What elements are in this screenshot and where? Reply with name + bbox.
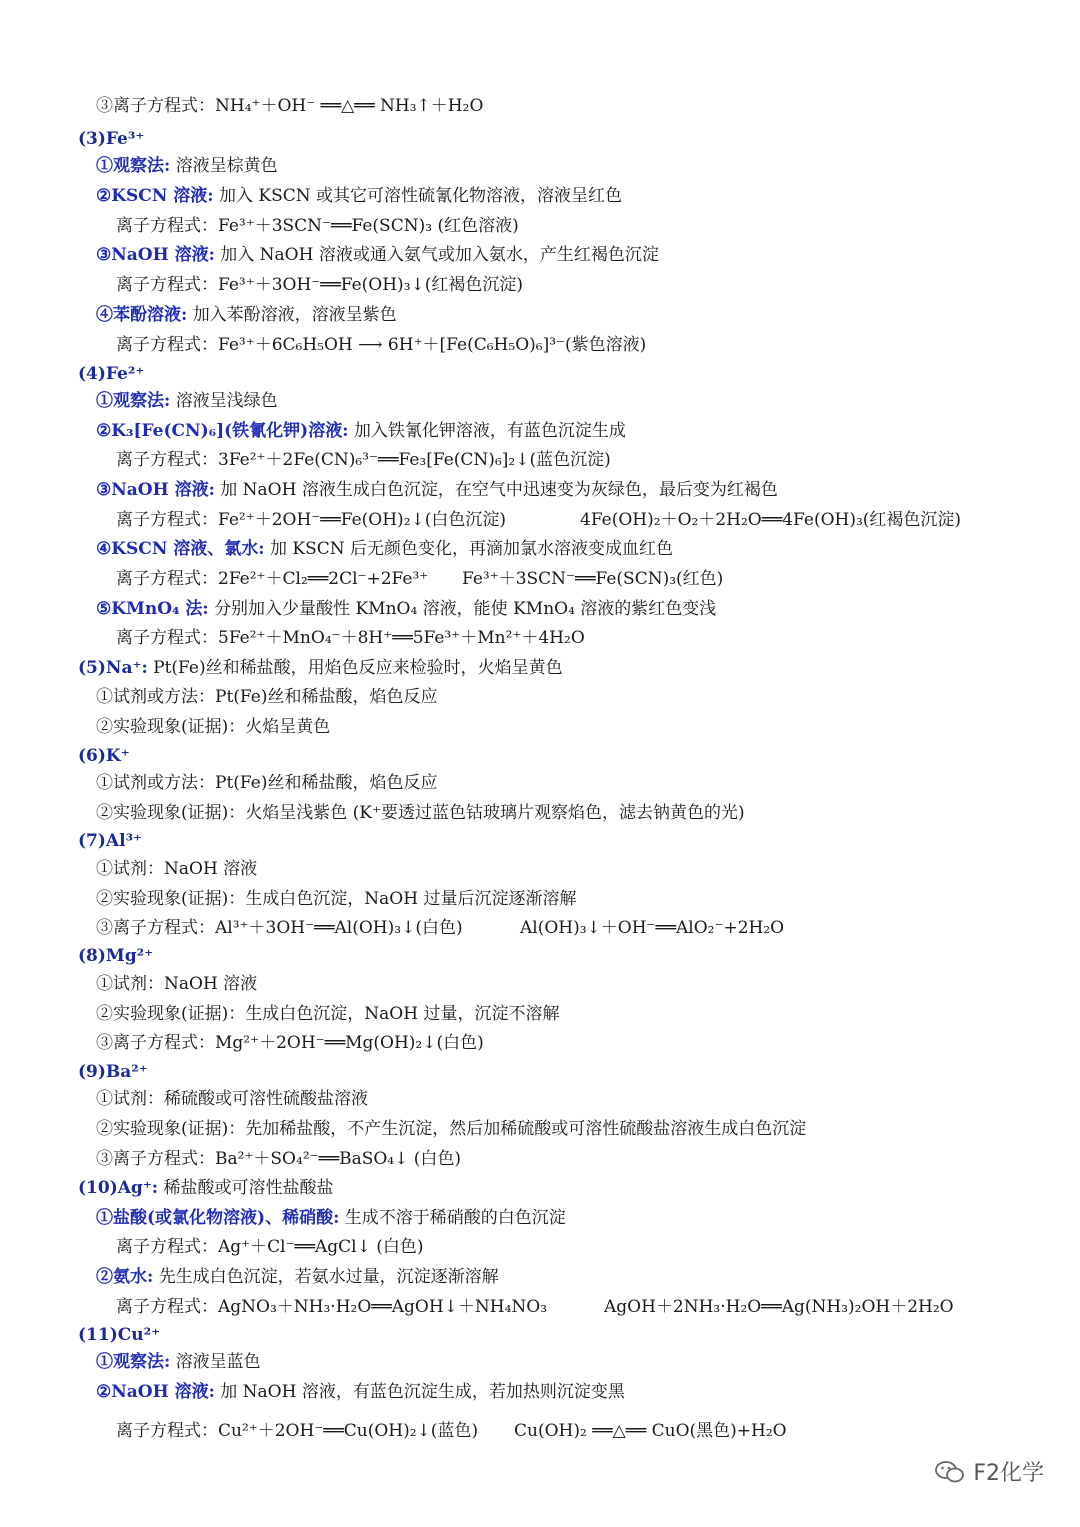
- line-23: ①试剂或方法：Pt(Fe)丝和稀盐酸，焰色反应: [96, 773, 438, 793]
- line-7: ④苯酚溶液: 加入苯酚溶液，溶液呈紫色: [96, 305, 397, 325]
- line-45: 离子方程式：Cu²⁺＋2OH⁻══Cu(OH)₂↓(蓝色): [116, 1421, 479, 1441]
- line-14b: 4Fe(OH)₂＋O₂＋2H₂O══4Fe(OH)₃(红褐色沉淀): [580, 510, 962, 530]
- line-11: ②K₃[Fe(CN)₆](铁氰化钾)溶液: 加入铁氰化钾溶液，有蓝色沉淀生成: [96, 421, 626, 441]
- line-21: ②实验现象(证据)：火焰呈黄色: [96, 717, 331, 737]
- line-2: ①观察法: 溶液呈棕黄色: [96, 156, 278, 176]
- line-4: 离子方程式：Fe³⁺＋3SCN⁻══Fe(SCN)₃ (红色溶液): [116, 216, 519, 236]
- section-heading-fe3: (3)Fe³⁺: [78, 129, 145, 149]
- line-24: ②实验现象(证据)：火焰呈浅紫色 (K⁺要透过蓝色钴玻璃片观察焰色，滤去钠黄色的光): [96, 803, 745, 823]
- line-43: ①观察法: 溶液呈蓝色: [96, 1352, 261, 1372]
- line-3: ②KSCN 溶液: 加入 KSCN 或其它可溶性硫氰化物溶液，溶液呈红色: [96, 186, 623, 206]
- line-8: 离子方程式：Fe³⁺＋6C₆H₅OH ⟶ 6H⁺＋[Fe(C₆H₅O)₆]³⁻(紫色溶液): [116, 335, 647, 355]
- line-44: ②NaOH 溶液: 加 NaOH 溶液，有蓝色沉淀生成，若加热则沉淀变黑: [96, 1382, 625, 1402]
- line-16b: Fe³⁺＋3SCN⁻══Fe(SCN)₃(红色): [462, 569, 724, 589]
- section-heading-cu2: (11)Cu²⁺: [78, 1325, 161, 1345]
- line-0: ③离子方程式：NH₄⁺＋OH⁻ ══△══ NH₃↑＋H₂O: [96, 96, 484, 116]
- watermark-text: F2化学: [973, 1461, 1044, 1486]
- line-31: ②实验现象(证据)：生成白色沉淀，NaOH 过量，沉淀不溶解: [96, 1004, 560, 1024]
- line-6: 离子方程式：Fe³⁺＋3OH⁻══Fe(OH)₃↓(红褐色沉淀): [116, 275, 524, 295]
- line-41b: AgOH＋2NH₃·H₂O══Ag(NH₃)₂OH＋2H₂O: [604, 1297, 954, 1317]
- line-26: ①试剂：NaOH 溶液: [96, 859, 258, 879]
- line-38: ①盐酸(或氯化物溶液)、稀硝酸: 生成不溶于稀硝酸的白色沉淀: [96, 1208, 566, 1228]
- line-13: ③NaOH 溶液: 加 NaOH 溶液生成白色沉淀，在空气中迅速变为灰绿色，最后变为红褐色: [96, 480, 778, 500]
- line-41: 离子方程式：AgNO₃＋NH₃·H₂O══AgOH↓＋NH₄NO₃: [116, 1297, 548, 1317]
- line-36: ③离子方程式：Ba²⁺＋SO₄²⁻══BaSO₄↓ (白色): [96, 1149, 462, 1169]
- section-heading-fe2: (4)Fe²⁺: [78, 364, 145, 384]
- line-27: ②实验现象(证据)：生成白色沉淀，NaOH 过量后沉淀逐渐溶解: [96, 889, 577, 909]
- line-20: ①试剂或方法：Pt(Fe)丝和稀盐酸，焰色反应: [96, 687, 438, 707]
- line-45b: Cu(OH)₂ ══△══ CuO(黑色)+H₂O: [514, 1421, 787, 1441]
- section-heading-ba2: (9)Ba²⁺: [78, 1062, 148, 1082]
- line-28b: Al(OH)₃↓＋OH⁻══AlO₂⁻+2H₂O: [520, 918, 785, 938]
- line-5: ③NaOH 溶液: 加入 NaOH 溶液或通入氨气或加入氨水，产生红褐色沉淀: [96, 245, 659, 265]
- line-40: ②氨水: 先生成白色沉淀，若氨水过量，沉淀逐渐溶解: [96, 1267, 499, 1287]
- line-17: ⑤KMnO₄ 法: 分别加入少量酸性 KMnO₄ 溶液，能使 KMnO₄ 溶液的紫红色变浅: [96, 599, 717, 619]
- line-15: ④KSCN 溶液、氯水: 加 KSCN 后无颜色变化，再滴加氯水溶液变成血红色: [96, 539, 674, 559]
- wechat-icon: [935, 1460, 965, 1484]
- section-heading-mg2: (8)Mg²⁺: [78, 946, 154, 966]
- line-12: 离子方程式：3Fe²⁺＋2Fe(CN)₆³⁻══Fe₃[Fe(CN)₆]₂↓(蓝色沉淀): [116, 450, 611, 470]
- line-14: 离子方程式：Fe²⁺＋2OH⁻══Fe(OH)₂↓(白色沉淀): [116, 510, 507, 530]
- line-39: 离子方程式：Ag⁺＋Cl⁻══AgCl↓ (白色): [116, 1237, 424, 1257]
- line-19: (5)Na⁺: Pt(Fe)丝和稀盐酸，用焰色反应来检验时，火焰呈黄色: [78, 658, 563, 678]
- line-30: ①试剂：NaOH 溶液: [96, 974, 258, 994]
- line-37: (10)Ag⁺: 稀盐酸或可溶性盐酸盐: [78, 1178, 334, 1198]
- line-28: ③离子方程式：Al³⁺＋3OH⁻══Al(OH)₃↓(白色): [96, 918, 463, 938]
- line-32: ③离子方程式：Mg²⁺＋2OH⁻══Mg(OH)₂↓(白色): [96, 1033, 484, 1053]
- section-heading-al3: (7)Al³⁺: [78, 831, 142, 851]
- line-18: 离子方程式：5Fe²⁺＋MnO₄⁻＋8H⁺══5Fe³⁺＋Mn²⁺＋4H₂O: [116, 628, 585, 648]
- line-16: 离子方程式：2Fe²⁺＋Cl₂══2Cl⁻+2Fe³⁺: [116, 569, 429, 589]
- section-heading-k: (6)K⁺: [78, 746, 130, 766]
- watermark: [935, 1456, 1044, 1487]
- line-35: ②实验现象(证据)：先加稀盐酸，不产生沉淀，然后加稀硫酸或可溶性硫酸盐溶液生成白色沉淀: [96, 1119, 807, 1139]
- line-34: ①试剂：稀硫酸或可溶性硫酸盐溶液: [96, 1089, 368, 1109]
- line-10: ①观察法: 溶液呈浅绿色: [96, 391, 278, 411]
